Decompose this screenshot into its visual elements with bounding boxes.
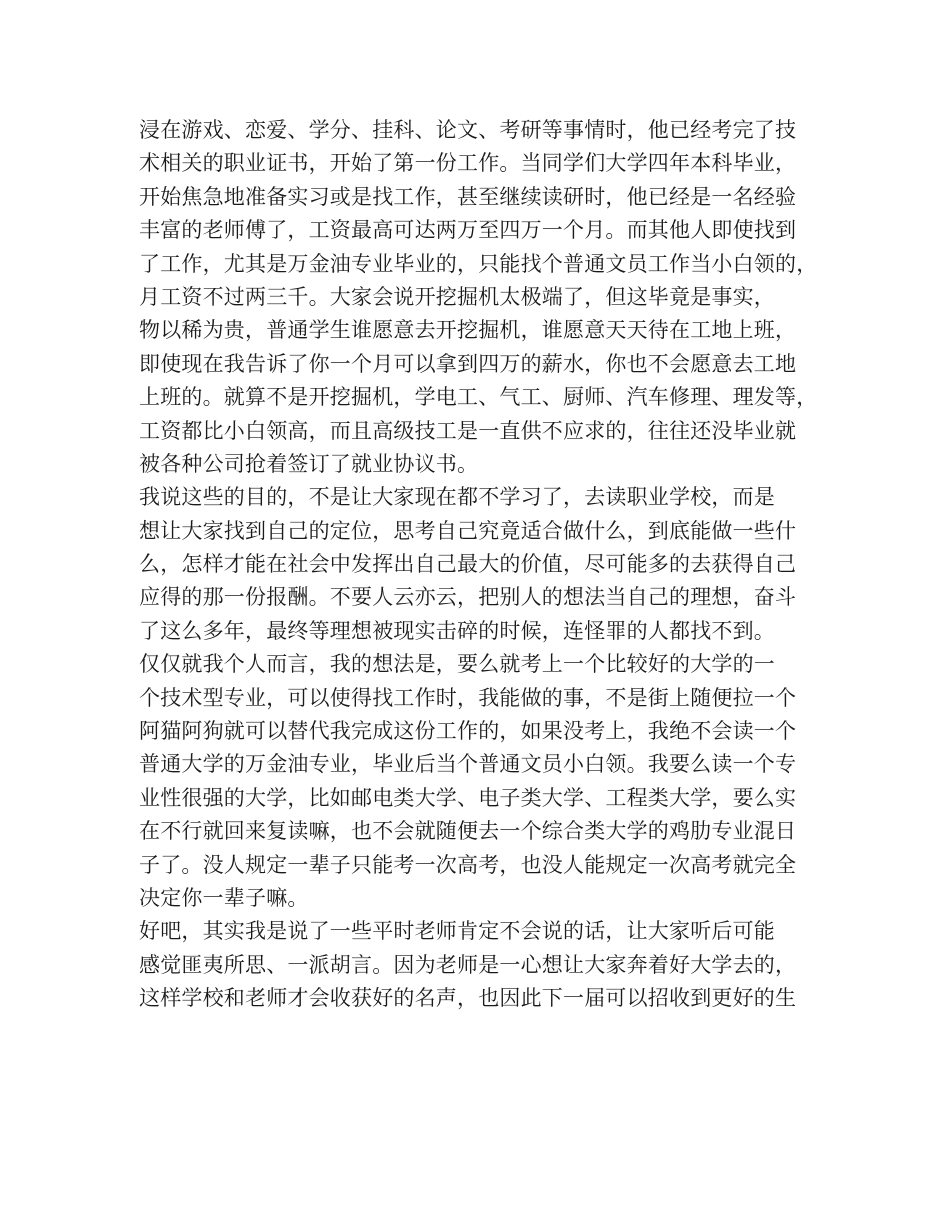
text-line: 阿猫阿狗就可以替代我完成这份工作的，如果没考上，我绝不会读一个 [139,719,797,744]
text-line: 么，怎样才能在社会中发挥出自己最大的价值，尽可能多的去获得自己 [139,552,797,577]
text-line: 术相关的职业证书，开始了第一份工作。当同学们大学四年本科毕业， [139,151,797,176]
text-line: 这样学校和老师才会收获好的名声，也因此下一届可以招收到更好的生 [139,986,797,1011]
text-line: 了工作，尤其是万金油专业毕业的，只能找个普通文员工作当小白领的， [139,251,818,276]
text-line: 浸在游戏、恋爱、学分、挂科、论文、考研等事情时，他已经考完了技 [139,118,797,142]
text-line: 业性很强的大学，比如邮电类大学、电子类大学、工程类大学，要么实 [139,785,797,810]
text-line: 丰富的老师傅了，工资最高可达两万至四万一个月。而其他人即使找到 [139,218,797,243]
text-line: 月工资不过两三千。大家会说开挖掘机太极端了，但这毕竟是事实， [139,284,775,309]
text-line: 子了。没人规定一辈子只能考一次高考，也没人能规定一次高考就完全 [139,852,797,877]
text-line: 应得的那一份报酬。不要人云亦云，把别人的想法当自己的理想，奋斗 [139,585,797,610]
text-line: 在不行就回来复读嘛，也不会就随便去一个综合类大学的鸡肋专业混日 [139,819,797,844]
text-line: 即使现在我告诉了你一个月可以拿到四万的薪水，你也不会愿意去工地 [139,351,797,376]
text-line: 被各种公司抢着签订了就业协议书。 [139,451,479,476]
text-line: 开始焦急地准备实习或是找工作，甚至继续读研时，他已经是一名经验 [139,184,797,209]
text-line: 想让大家找到自己的定位，思考自己究竟适合做什么，到底能做一些什 [139,518,797,543]
text-line: 好吧，其实我是说了一些平时老师肯定不会说的话，让大家听后可能 [139,919,775,944]
body-text [139,114,839,1016]
text-line: 感觉匪夷所思、一派胡言。因为老师是一心想让大家奔着好大学去的， [139,952,797,977]
text-line: 上班的。就算不是开挖掘机，学电工、气工、厨师、汽车修理、理发等， [139,385,818,410]
text-line: 仅仅就我个人而言，我的想法是，要么就考上一个比较好的大学的一 [139,652,775,677]
text-line: 物以稀为贵，普通学生谁愿意去开挖掘机，谁愿意天天待在工地上班， [139,318,797,343]
text-line: 了这么多年，最终等理想被现实击碎的时候，连怪罪的人都找不到。 [139,618,775,643]
text-line: 普通大学的万金油专业，毕业后当个普通文员小白领。我要么读一个专 [139,752,797,777]
text-line: 工资都比小白领高，而且高级技工是一直供不应求的，往往还没毕业就 [139,418,797,443]
text-line: 个技术型专业，可以使得找工作时，我能做的事，不是街上随便拉一个 [139,685,797,710]
text-line: 我说这些的目的，不是让大家现在都不学习了，去读职业学校，而是 [139,485,775,510]
text-line: 决定你一辈子嘛。 [139,885,309,910]
